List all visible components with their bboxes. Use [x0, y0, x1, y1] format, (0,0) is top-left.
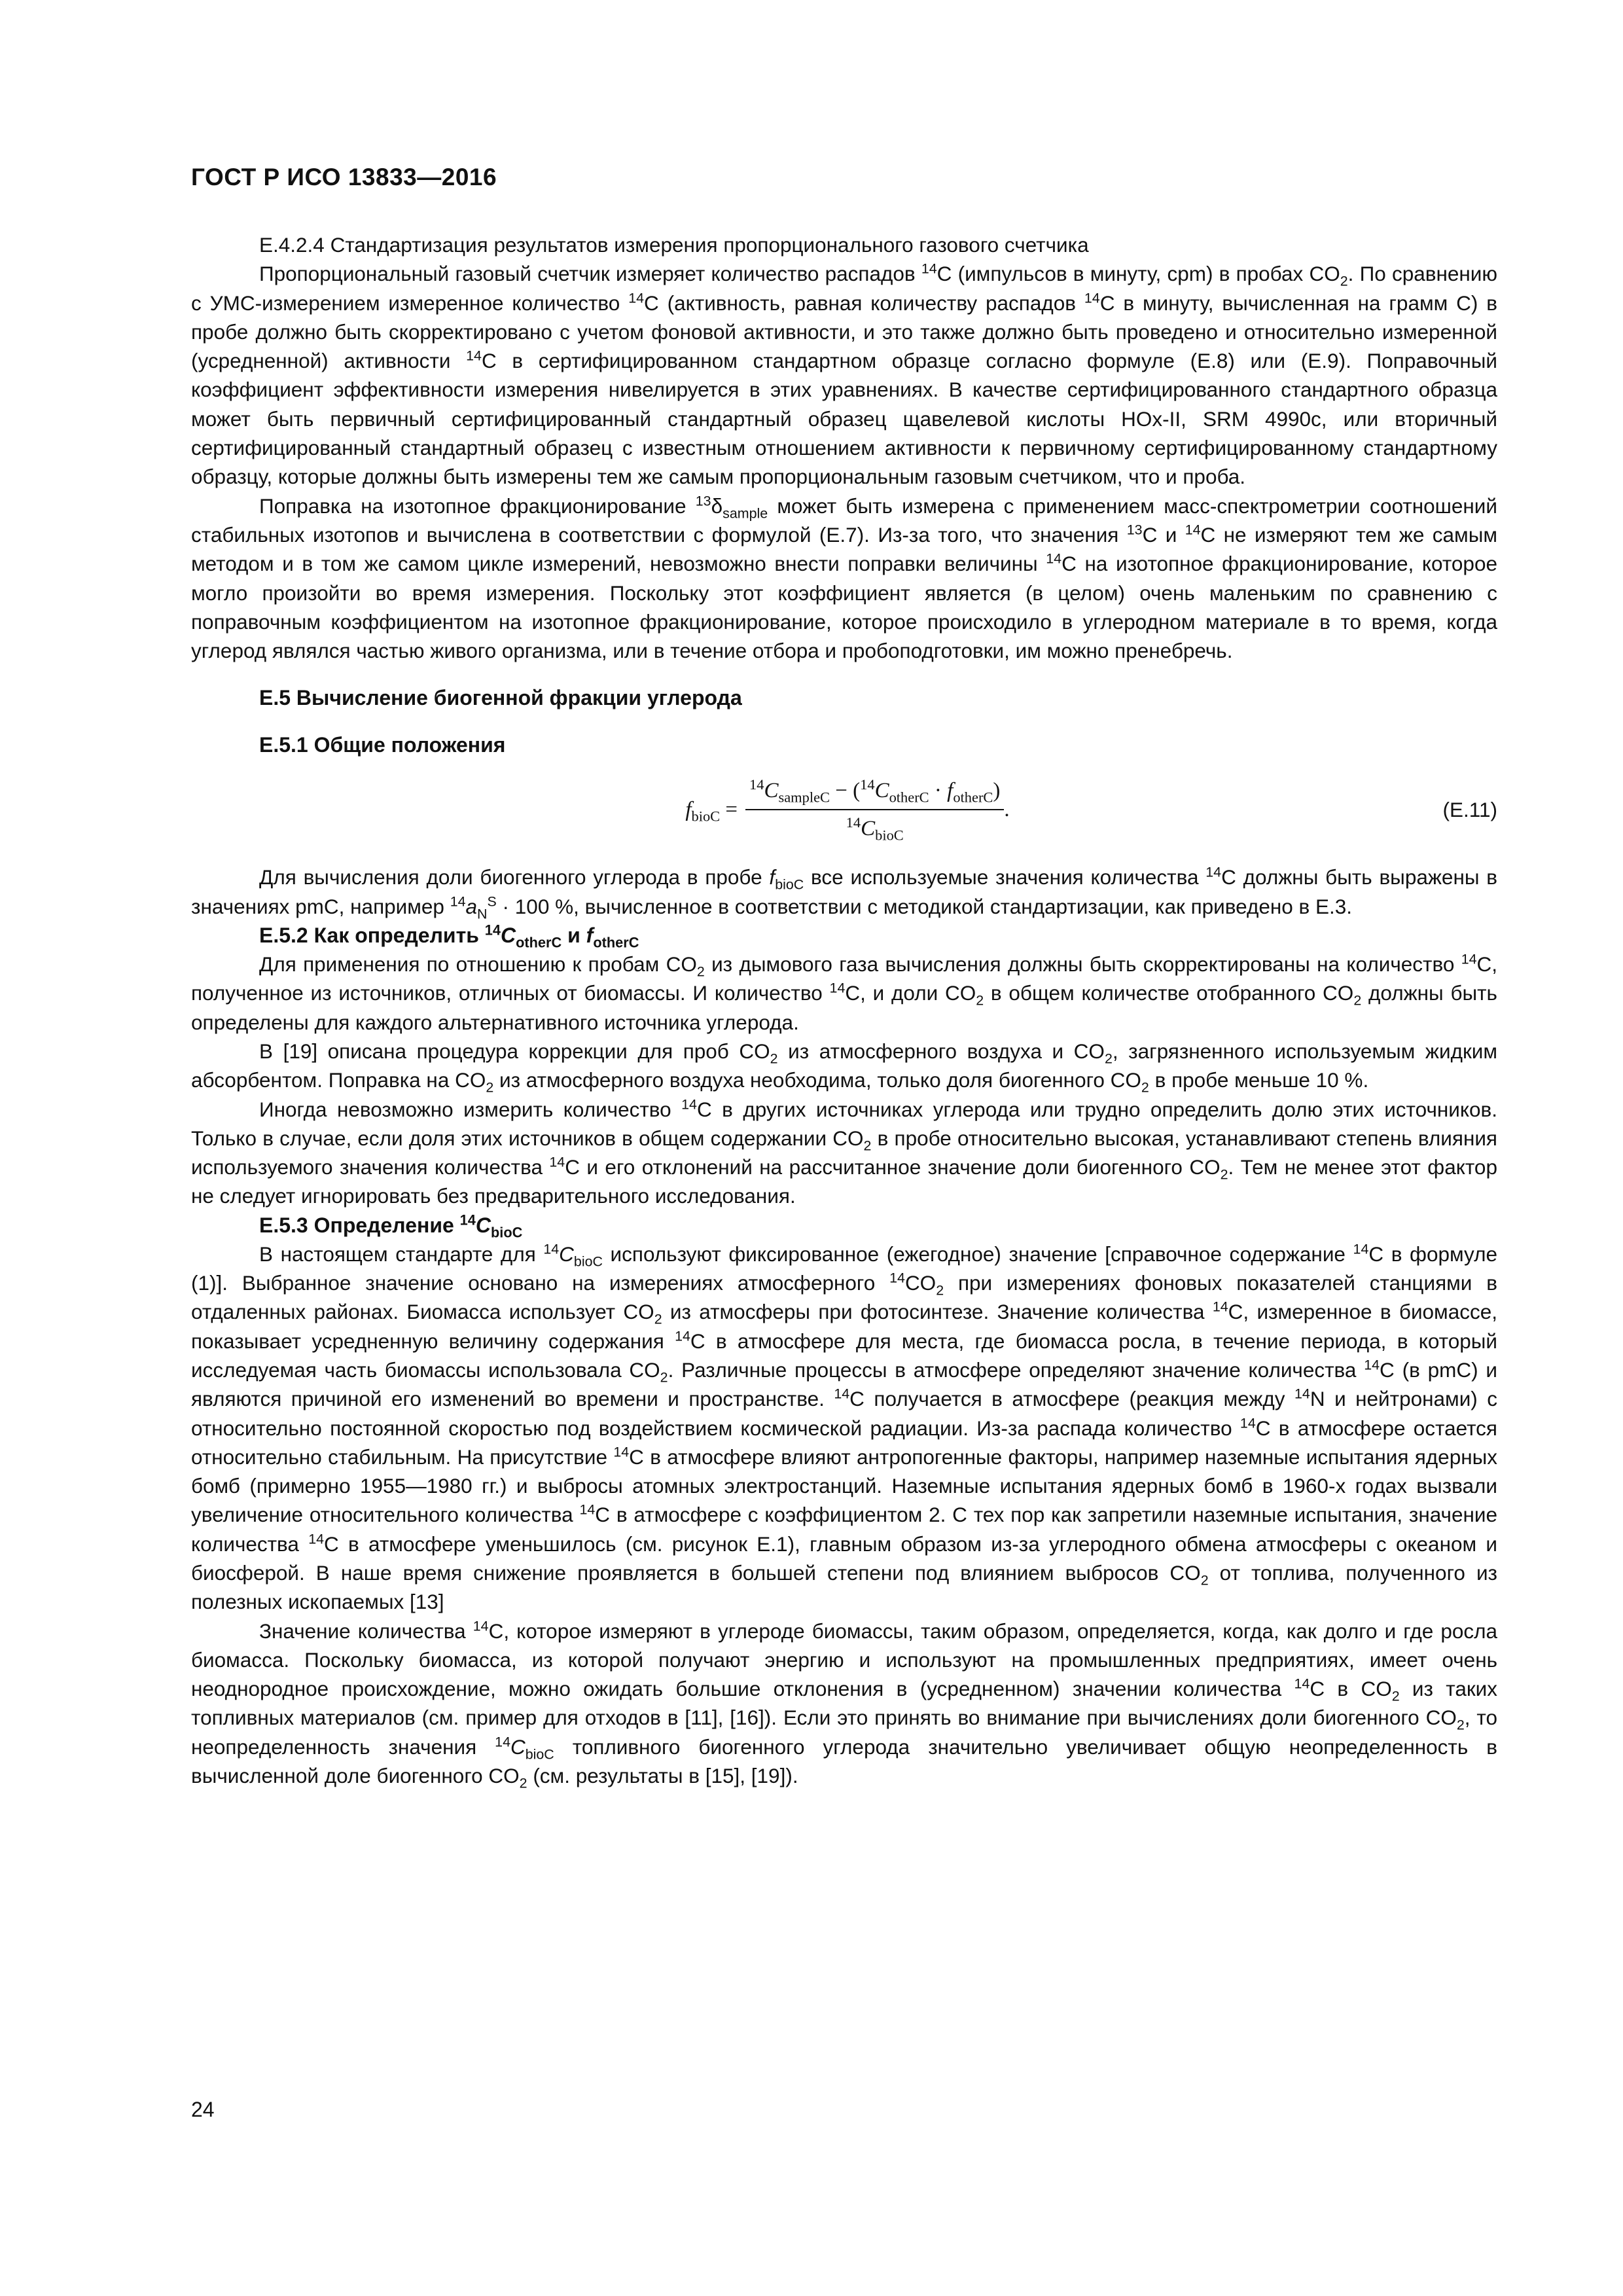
paragraph: Для применения по отношению к пробам $CO_2$ из дымового газа вычисления должны быть скорректированы на количество $^{14}$C, полученное из источников, отличных от биомассы. И количество $^{14}$C, и доли $CO_2$ в общем количестве отобранного $CO_2$ должны быть определены для каждого альтернативного источника углерода. [191, 951, 1497, 1034]
paragraph: Пропорциональный газовый счетчик измеряет количество распадов $^{14}$C (импульсов в минуту, cpm) в пробах $CO_2$. По сравнению с УМС-измерением измеренное количество $^{14}$C (активность, равная количеству распадов $^{14}$C в минуту, вычисленная на грамм C) в пробе должно быть скорректировано с учетом фоновой активности, и это также должно быть проведено и относительно измеренной (усредненной) активности $^{14}$C в сертифицированном стандартном образце согласно формуле (E.8) или (E.9). Поправочный коэффициент эффективности измерения нивелируется в этих уравнениях. В качестве сертифицированного стандартного образца может быть первичный сертифицированный стандартный образец щавелевой кислоты HOx-II, SRM 4990c, или вторичный сертифицированный стандартный образец с известным отношением активности к первичному сертифицированному стандартному образцу, которые должны быть измерены тем же самым пропорциональным газовым счетчиком, что и проба. [191, 260, 1498, 489]
formula-lhs: $f_{bioC}$ = [685, 798, 738, 825]
paragraph: Значение количества $^{14}$C, которое измеряют в углероде биомассы, таким образом, определяется, когда, как долго и где росла биомасса. Поскольку биомасса, из которой получают энергию и используют на промышленных предприятиях, имеет очень неоднородное происхождение, можно ожидать большие отклонения в (усредненном) значении количества $^{14}$C в $CO_2$ из таких топливных материалов (см. пример для отходов в [11], [16]). Если это принять во внимание при вычислениях доли биогенного $CO_2$, то неопределенность значения $^{14}C_{bioC}$ топливного биогенного углерода значительно увеличивает общую неопределенность в вычисленной доле биогенного $CO_2$ (см. результаты в [15], [19]). [191, 1618, 1498, 1791]
formula-e11 [191, 761, 1497, 859]
paragraph: В настоящем стандарте для $^{14}C_{bioC}$ используют фиксированное (ежегодное) значение [справочное содержание $^{14}$C в формуле (1)]. Выбранное значение основано на измерениях атмосферного $^{14}CO_2$ при измерениях фоновых показателей станциями в отдаленных районах. Биомасса использует $CO_2$ из атмосферы при фотосинтезе. Значение количества $^{14}$C, измеренное в биомассе, показывает усредненную величину содержания $^{14}$C в атмосфере для места, где биомасса росла, в течение периода, в который исследуемая часть биомассы использовала $CO_2$. Различные процессы в атмосфере определяют значение количества $^{14}$C (в pmC) и являются причиной его изменений во времени и пространстве. $^{14}$C получается в атмосфере (реакция между $^{14}$N и нейтронами) с относительно постоянной скоростью под воздействием космической радиации. Из-за распада количество $^{14}$C в атмосфере остается относительно стабильным. На присутствие $^{14}$C в атмосфере влияют антропогенные факторы, например наземные испытания ядерных бомб (примерно 1955—1980 гг.) и выбросы атомных электростанций. Наземные испытания ядерных бомб в 1960-х годах вызвали увеличение относительного количества $^{14}$C в атмосфере с коэффициентом 2. С тех пор как запретили наземные испытания, значение количества $^{14}$C в атмосфере уменьшилось (см. рисунок E.1), главным образом из-за углеродного обмена атмосферы с океаном и биосферой. В наше время снижение проявляется в большей степени под влиянием выбросов $CO_2$ от топлива, полученного из полезных ископаемых [13] [191, 1241, 1498, 1614]
formula-fraction: $f_{bioC}$ = $\frac{^{14}C_{sampleC} - (^{14}C_{otherC} \cdot f_{otherC})}{^{14}C_{bioC}}$ . [685, 776, 1010, 844]
document-header: ГОСТ Р ИСО 13833—2016 [191, 164, 497, 190]
paragraph: Иногда невозможно измерить количество $^{14}$C в других источниках углерода или трудно определить долю этих источников. Только в случае, если доля этих источников в общем содержании $CO_2$ в пробе относительно высокая, устанавливают степень влияния используемого значения количества $^{14}$C и его отклонений на рассчитанное значение доли биогенного $CO_2$. Тем не менее этот фактор не следует игнорировать без предварительного исследования. [191, 1096, 1498, 1208]
paragraph: Для вычисления доли биогенного углерода в пробе $f_{bioC}$ все используемые значения количества $^{14}$C должны быть выражены в значениях pmC, например $^{14}a_N^S \cdot 100$ %, вычисленное в соответствии с методикой стандартизации, как приведено в E.3. [191, 864, 1498, 922]
paragraph: Поправка на изотопное фракционирование $^{13}\delta_{sample}$ может быть измерена с применением масс-спектрометрии соотношений стабильных изотопов и вычислена в соответствии с формулой (E.7). Из-за того, что значения $^{13}$C и $^{14}$C не измеряют тем же самым методом и в том же самом цикле измерений, невозможно внести поправки величины $^{14}$C на изотопное фракционирование, которое могло произойти во время измерения. Поскольку этот коэффициент является (в целом) очень маленьким по сравнению с поправочным коэффициентом на изотопное фракционирование, которое происходило в углеродном материале в то время, когда углерод являлся частью живого организма, или в течение отбора и пробоподготовки, им можно пренебречь. [191, 493, 1498, 663]
formula-numerator: $^{14}C_{sampleC} - (^{14}C_{otherC} \cdot f_{otherC})$ [749, 776, 1001, 806]
section-heading: Е.5.2 Как определить $^{14}C_{otherC}$ и $f_{otherC}$ [259, 922, 639, 951]
formula-denominator: $^{14}C_{bioC}$ [745, 809, 1004, 843]
section-heading: Е.5.1 Общие положения [259, 733, 506, 757]
formula-number: (E.11) [1442, 798, 1497, 822]
section-heading: Е.5 Вычисление биогенной фракции углерода [259, 686, 742, 710]
document-body [191, 230, 1497, 1790]
paragraph: Е.4.2.4 Стандартизация результатов измерения пропорционального газового счетчика [259, 233, 1089, 257]
section-heading: Е.5.3 Определение $^{14}C_{bioC}$ [259, 1211, 523, 1241]
page-number: 24 [191, 2098, 215, 2121]
paragraph: В [19] описана процедура коррекции для проб $CO_2$ из атмосферного воздуха и $CO_2$, загрязненного используемым жидким абсорбентом. Поправка на $CO_2$ из атмосферного воздуха необходима, только доля биогенного $CO_2$ в пробе меньше 10 %. [191, 1039, 1497, 1096]
